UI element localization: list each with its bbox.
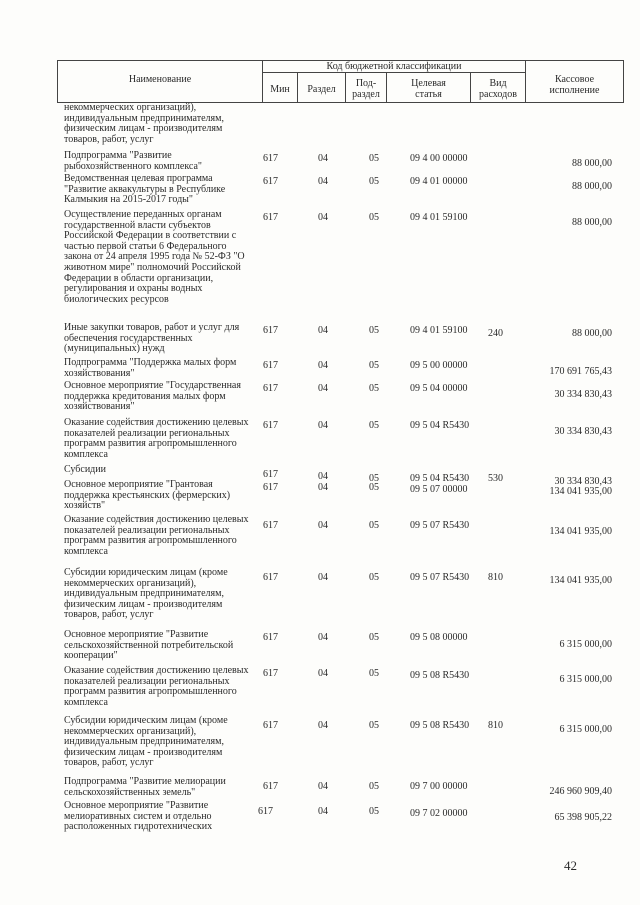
row-podrazdel: 05: [369, 520, 379, 531]
header-celevaya: Целевая статья: [411, 78, 446, 100]
row-name: Иные закупки товаров, работ и услуг для обеспечения государственных (муниципальных) нужд: [64, 322, 240, 355]
row-vid: 240: [488, 328, 503, 339]
row-celevaya: 09 4 00 00000: [410, 153, 468, 164]
row-podrazdel: 05: [369, 212, 379, 223]
row-celevaya: 09 5 00 00000: [410, 360, 468, 371]
row-name: Оказание содействия достижению целевых показателей реализации региональных программ развития агропромышленного комплекса: [64, 514, 249, 557]
header-min: Мин: [270, 84, 290, 95]
row-name: Оказание содействия достижению целевых показателей реализации региональных программ развития агропромышленного комплекса: [64, 665, 249, 708]
row-min: 617: [263, 420, 278, 431]
header-podrazdel: Под- раздел: [352, 78, 380, 100]
row-vid: 810: [488, 572, 503, 583]
row-podrazdel: 05: [369, 781, 379, 792]
row-podrazdel: 05: [369, 153, 379, 164]
page-number: 42: [564, 858, 577, 873]
row-celevaya: 09 5 04 00000: [410, 383, 468, 394]
row-podrazdel: 05: [369, 572, 379, 583]
header-razdel: Раздел: [307, 84, 336, 95]
row-razdel: 04: [318, 781, 328, 792]
row-razdel: 04: [318, 153, 328, 164]
row-kassa: 6 315 000,00: [559, 639, 612, 650]
row-name: Подпрограмма "Развитие рыбохозяйственного комплекса": [64, 150, 203, 172]
header-kbk-rule: [262, 72, 525, 73]
row-podrazdel: 05: [369, 325, 379, 336]
row-min: 617: [263, 720, 278, 731]
row-razdel: 04: [318, 572, 328, 583]
row-podrazdel: 05: [369, 720, 379, 731]
row-name: Подпрограмма "Развитие мелиорации сельскохозяйственных земель": [64, 776, 226, 798]
row-kassa: 88 000,00: [572, 181, 612, 192]
row-name: некоммерческих организаций), индивидуальным предпринимателям, физическим лицам - производителям товаров, работ, услуг: [64, 102, 224, 145]
row-vid: 810: [488, 720, 503, 731]
header-vid: Вид расходов: [479, 78, 517, 100]
row-kassa: 30 334 830,43: [554, 426, 612, 437]
row-celevaya: 09 5 07 R5430: [410, 520, 470, 531]
row-celevaya: 09 5 04 R5430: [410, 473, 470, 484]
row-podrazdel: 05: [369, 473, 379, 484]
row-podrazdel: 05: [369, 360, 379, 371]
row-min: 617: [258, 806, 273, 817]
row-podrazdel: 05: [369, 632, 379, 643]
row-name: Основное мероприятие "Грантовая поддержка крестьянских (фермерских) хозяйств": [64, 479, 231, 512]
row-celevaya: 09 4 01 59100: [410, 325, 468, 336]
row-celevaya: 09 5 08 00000: [410, 632, 468, 643]
row-kassa: 88 000,00: [572, 328, 612, 339]
header-right-border: [623, 60, 624, 103]
row-celevaya: 09 7 02 00000: [410, 808, 468, 819]
row-kassa: 88 000,00: [572, 158, 612, 169]
row-celevaya: 09 5 07 R5430: [410, 572, 470, 583]
row-min: 617: [263, 153, 278, 164]
row-name: Подпрограмма "Поддержка малых форм хозяйствования": [64, 357, 237, 379]
row-podrazdel: 05: [369, 420, 379, 431]
row-razdel: 04: [318, 176, 328, 187]
row-kassa: 6 315 000,00: [559, 724, 612, 735]
row-celevaya: 09 4 01 00000: [410, 176, 468, 187]
row-kassa: 134 041 935,00: [549, 526, 612, 537]
row-min: 617: [263, 781, 278, 792]
row-razdel: 04: [318, 632, 328, 643]
row-kassa: 170 691 765,43: [549, 366, 612, 377]
row-min: 617: [263, 482, 278, 493]
row-name: Основное мероприятие "Государственная поддержка кредитования малых форм хозяйствования": [64, 380, 241, 413]
row-min: 617: [263, 469, 278, 480]
row-razdel: 04: [318, 383, 328, 394]
row-kassa: 88 000,00: [572, 217, 612, 228]
row-name: Основное мероприятие "Развитие сельскохозяйственной потребительской кооперации": [64, 629, 234, 662]
row-kassa: 246 960 909,40: [549, 786, 612, 797]
row-min: 617: [263, 360, 278, 371]
row-podrazdel: 05: [369, 482, 379, 493]
row-kassa: 65 398 905,22: [554, 812, 612, 823]
row-podrazdel: 05: [369, 176, 379, 187]
row-razdel: 04: [318, 720, 328, 731]
row-celevaya: 09 4 01 59100: [410, 212, 468, 223]
row-razdel: 04: [318, 325, 328, 336]
row-name: Субсидии юридическим лицам (кроме некоммерческих организаций), индивидуальным предпринимателям, физическим лицам - производителям товаров, работ, услуг: [64, 567, 228, 621]
row-razdel: 04: [318, 420, 328, 431]
row-razdel: 04: [318, 668, 328, 679]
row-celevaya: 09 7 00 00000: [410, 781, 468, 792]
header-kassa: Кассовое исполнение: [549, 74, 600, 96]
row-celevaya: 09 5 07 00000: [410, 484, 468, 495]
header-name: Наименование: [128, 74, 192, 85]
row-min: 617: [263, 520, 278, 531]
row-razdel: 04: [318, 360, 328, 371]
header-kbk: Код бюджетной классификации: [326, 61, 462, 72]
row-min: 617: [263, 668, 278, 679]
row-name: Основное мероприятие "Развитие мелиоративных систем и отдельно расположенных гидротехнических: [64, 800, 213, 833]
row-razdel: 04: [318, 520, 328, 531]
row-name: Ведомственная целевая программа "Развитие аквакультуры в Республике Калмыкия на 2015-2017 годы": [64, 173, 226, 206]
row-kassa: 134 041 935,00: [549, 575, 612, 586]
row-name: Субсидии юридическим лицам (кроме некоммерческих организаций), индивидуальным предпринимателям, физическим лицам - производителям товаров, работ, услуг: [64, 715, 228, 769]
row-kassa: 30 334 830,43: [554, 476, 612, 487]
row-min: 617: [263, 212, 278, 223]
row-min: 617: [263, 325, 278, 336]
row-podrazdel: 05: [369, 806, 379, 817]
row-vid: 530: [488, 473, 503, 484]
row-razdel: 04: [318, 212, 328, 223]
row-min: 617: [263, 176, 278, 187]
row-celevaya: 09 5 08 R5430: [410, 720, 470, 731]
row-celevaya: 09 5 04 R5430: [410, 420, 470, 431]
row-min: 617: [263, 632, 278, 643]
row-min: 617: [263, 572, 278, 583]
row-podrazdel: 05: [369, 383, 379, 394]
row-name: Осуществление переданных органам государственной власти субъектов Российской Федерации в соответствии с частью первой статьи 6 Федерального закона от 24 апреля 1995 года № 52-ФЗ "О животном мире" полномочий Российской Федерации в области организации, регулирования и охраны водных биологических ресурсов: [64, 209, 245, 305]
row-min: 617: [263, 383, 278, 394]
row-name: Оказание содействия достижению целевых показателей реализации региональных программ развития агропромышленного комплекса: [64, 417, 249, 460]
row-razdel: 04: [318, 482, 328, 493]
row-razdel: 04: [318, 471, 328, 482]
row-name: Субсидии: [64, 464, 106, 475]
row-podrazdel: 05: [369, 668, 379, 679]
row-kassa: 6 315 000,00: [559, 674, 612, 685]
row-razdel: 04: [318, 806, 328, 817]
row-celevaya: 09 5 08 R5430: [410, 670, 470, 681]
row-kassa: 30 334 830,43: [554, 389, 612, 400]
row-kassa: 134 041 935,00: [549, 486, 612, 497]
